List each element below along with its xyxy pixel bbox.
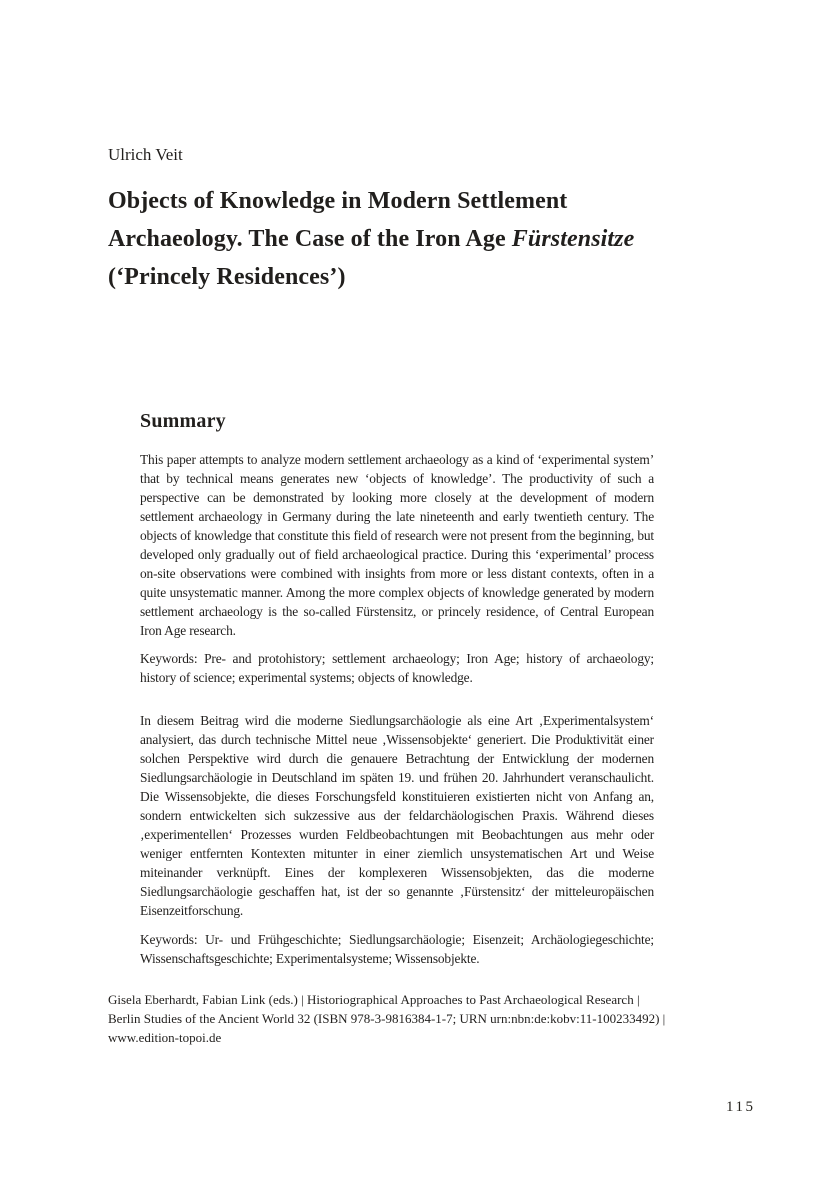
summary-paragraph-english: This paper attempts to analyze modern settlement archaeology as a kind of ‘experimental system’ that by technical means generates new ‘objects of knowledge’. The productivity of such a perspective can be demonstrated by looking more closely at the development of modern settlement archaeology in Germany during the late nineteenth and early twentieth century. The objects of knowledge that constitute this field of research were not present from the beginning, but developed only gradually out of field archaeological practice. During this ‘experimental’ process on-site observations were combined with insights from more or less distant contexts, often in a quite unsystematic manner. Among the more complex objects of knowledge generated by modern settlement archaeology is the so-called Fürstensitz, or princely residence, of Central European Iron Age research. [140,452,654,638]
summary-paragraph-german: In diesem Beitrag wird die moderne Siedlungsarchäologie als eine Art ‚Experimentalsystem‘ analysiert, das durch technische Mittel neue ‚Wissensobjekte‘ generiert. Die Produktivität einer solchen Perspektive wird durch die genauere Betrachtung der Entwicklung der modernen Siedlungsarchäologie in Deutschland im späten 19. und frühen 20. Jahrhundert veranschaulicht. Die Wissensobjekte, die dieses Forschungsfeld konstituieren existierten nicht von Anfang an, sondern entwickelten sich sukzessive aus der feldarchäologischen Praxis. Während dieses ‚experimentellen‘ Prozesses wurden Feldbeobachtungen mit Beobachtungen aus mehr oder weniger entfernten Kontexten mitunter in einer ziemlich unsystematischen Art und Weise miteinander verknüpft. Eines der komplexeren Wissensobjekten, das die moderne Siedlungsarchäologie geschaffen hat, ist der so genannte ‚Fürstensitz‘ der mitteleuropäischen Eisenzeitforschung. [140,713,654,918]
keywords-english: Keywords: Pre- and protohistory; settlement archaeology; Iron Age; history of archaeology; history of science; experimental systems; objects of knowledge. [140,651,654,685]
title-line-1: Objects of Knowledge in Modern Settlement [108,188,568,214]
title-italic-term: Fürstensitze [511,226,635,252]
author-name: Ulrich Veit [108,145,183,164]
abstract-column [108,408,666,1047]
title-line-3: (‘Princely Residences’) [108,264,346,290]
paper-title [108,182,634,296]
title-line-2-regular: Archaeology. The Case of the Iron Age [108,226,512,252]
citation-footer: Gisela Eberhardt, Fabian Link (eds.) | Historiographical Approaches to Past Archaeological Research | Berlin Studies of the Ancient World 32 (ISBN 978-3-9816384-1-7; URN urn:nbn:de:kobv:11-100233492) | www.edition-topoi.de [108,992,666,1045]
keywords-german: Keywords: Ur- und Frühgeschichte; Siedlungsarchäologie; Eisenzeit; Archäologiegeschichte; Wissenschaftsgeschichte; Experimentalsysteme; Wissensobjekte. [140,932,654,966]
summary-heading: Summary [140,410,226,432]
title-line-2 [108,220,634,258]
page-number: 115 [726,1099,756,1115]
